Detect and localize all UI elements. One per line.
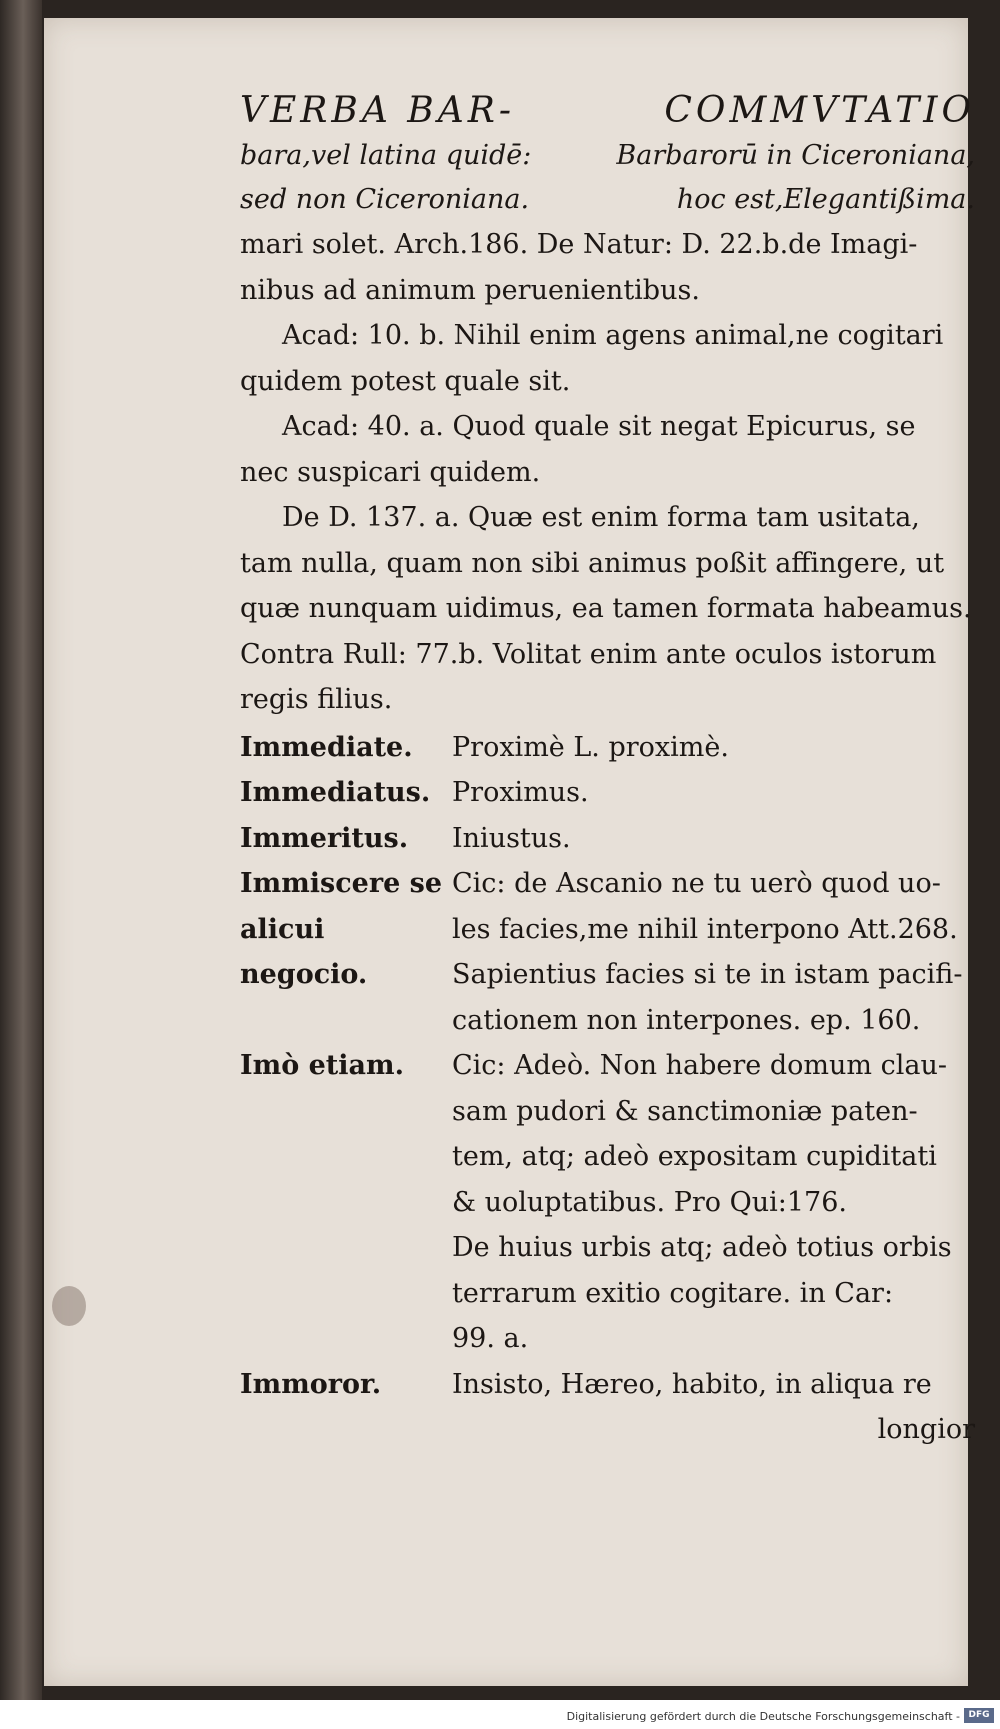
gloss-line: Proximè L. proximè. <box>452 731 729 763</box>
entry-lemma <box>240 725 452 771</box>
paragraph <box>240 495 975 723</box>
text-line: tam nulla, quam non sibi animus poßit affingere, ut <box>240 547 945 579</box>
paragraph <box>240 222 975 313</box>
header-right-line: hoc est,Elegantißima. <box>676 184 975 215</box>
lemma-line: Immediate. <box>240 731 413 763</box>
entry-lemma <box>240 861 452 1043</box>
gloss-line: cationem non interpones. ep. 160. <box>452 1004 921 1036</box>
entry-row <box>240 1362 975 1453</box>
entry-lemma <box>240 770 452 816</box>
text-line: nec suspicari quidem. <box>240 456 541 488</box>
dfg-logo-icon: DFG <box>964 1708 994 1723</box>
text-line: regis filius. <box>240 684 393 715</box>
header-left-line: sed non Ciceroniana. <box>240 184 530 215</box>
entry-row <box>240 861 975 1043</box>
entry-gloss <box>452 1043 975 1362</box>
gloss-line: Cic: de Ascanio ne tu uerò quod uo- <box>452 868 941 899</box>
gloss-line: 99. a. <box>452 1323 529 1354</box>
header-left <box>240 88 608 222</box>
paragraph <box>240 313 975 404</box>
lemma-line: alicui negocio. <box>240 913 368 990</box>
body-paragraphs <box>240 222 975 723</box>
header-left-line: bara,vel latina quidē: <box>240 140 532 171</box>
running-header <box>240 88 975 222</box>
footer-credit: Digitalisierung gefördert durch die Deutsche Forschungsgemeinschaft - <box>566 1710 960 1723</box>
entry-gloss <box>452 770 975 816</box>
entry-gloss <box>452 861 975 1043</box>
gloss-line: De huius urbis atq; adeò totius orbis <box>452 1232 952 1263</box>
header-left-title: VERBA BAR- <box>240 90 516 131</box>
dictionary-entries <box>240 725 975 1453</box>
entry-gloss <box>452 816 975 862</box>
book-spine <box>0 0 42 1700</box>
page-text <box>240 88 975 1453</box>
text-line: quæ nunquam uidimus, ea tamen formata habeamus. <box>240 593 972 624</box>
gloss-line: tem, atq; adeò expositam cupiditati <box>452 1141 937 1172</box>
gloss-line: Iniustus. <box>452 822 571 854</box>
lemma-line: Immoror. <box>240 1368 382 1400</box>
text-line: nibus ad animum peruenientibus. <box>240 274 700 306</box>
entry-row <box>240 816 975 862</box>
entry-lemma <box>240 1362 452 1453</box>
text-line: Acad: 10. b. Nihil enim agens animal,ne cogitari <box>282 320 944 351</box>
entry-gloss <box>452 725 975 771</box>
gloss-line: terrarum exitio cogitare. in Car: <box>452 1277 894 1309</box>
text-line: Acad: 40. a. Quod quale sit negat Epicurus, se <box>282 411 916 442</box>
header-right-line: Barbarorū in Ciceroniana, <box>616 140 975 171</box>
digitization-footer <box>0 1702 1000 1729</box>
entry-lemma <box>240 816 452 862</box>
lemma-line: Immiscere se <box>240 868 443 899</box>
gloss-line: Insisto, Hæreo, habito, in aliqua re <box>452 1368 932 1400</box>
text-line: quidem potest quale sit. <box>240 365 571 397</box>
header-right <box>608 88 976 222</box>
catchword: longior <box>877 1414 975 1445</box>
entry-gloss <box>452 1362 975 1453</box>
paragraph <box>240 404 975 495</box>
lemma-line: Immeritus. <box>240 822 409 854</box>
entry-row <box>240 770 975 816</box>
entry-lemma <box>240 1043 452 1362</box>
gloss-line: les facies,me nihil interpono Att.268. <box>452 913 958 945</box>
gloss-line: Sapientius facies si te in istam pacifi- <box>452 959 963 990</box>
text-line: De D. 137. a. Quæ est enim forma tam usitata, <box>282 502 920 533</box>
entry-row <box>240 1043 975 1362</box>
lemma-line: Immediatus. <box>240 777 431 808</box>
gloss-line: Proximus. <box>452 777 589 808</box>
entry-row <box>240 725 975 771</box>
gloss-line: sam pudori & sanctimoniæ paten- <box>452 1095 918 1127</box>
header-right-title: COMMVTATIO <box>664 90 975 131</box>
text-line: mari solet. Arch.186. De Natur: D. 22.b.de Imagi- <box>240 229 918 260</box>
gloss-line: & uoluptatibus. Pro Qui:176. <box>452 1186 847 1218</box>
page-stain <box>52 1286 86 1326</box>
text-line: Contra Rull: 77.b. Volitat enim ante oculos istorum <box>240 638 937 670</box>
lemma-line: Imò etiam. <box>240 1050 404 1081</box>
gloss-line: Cic: Adeò. Non habere domum clau- <box>452 1050 947 1081</box>
